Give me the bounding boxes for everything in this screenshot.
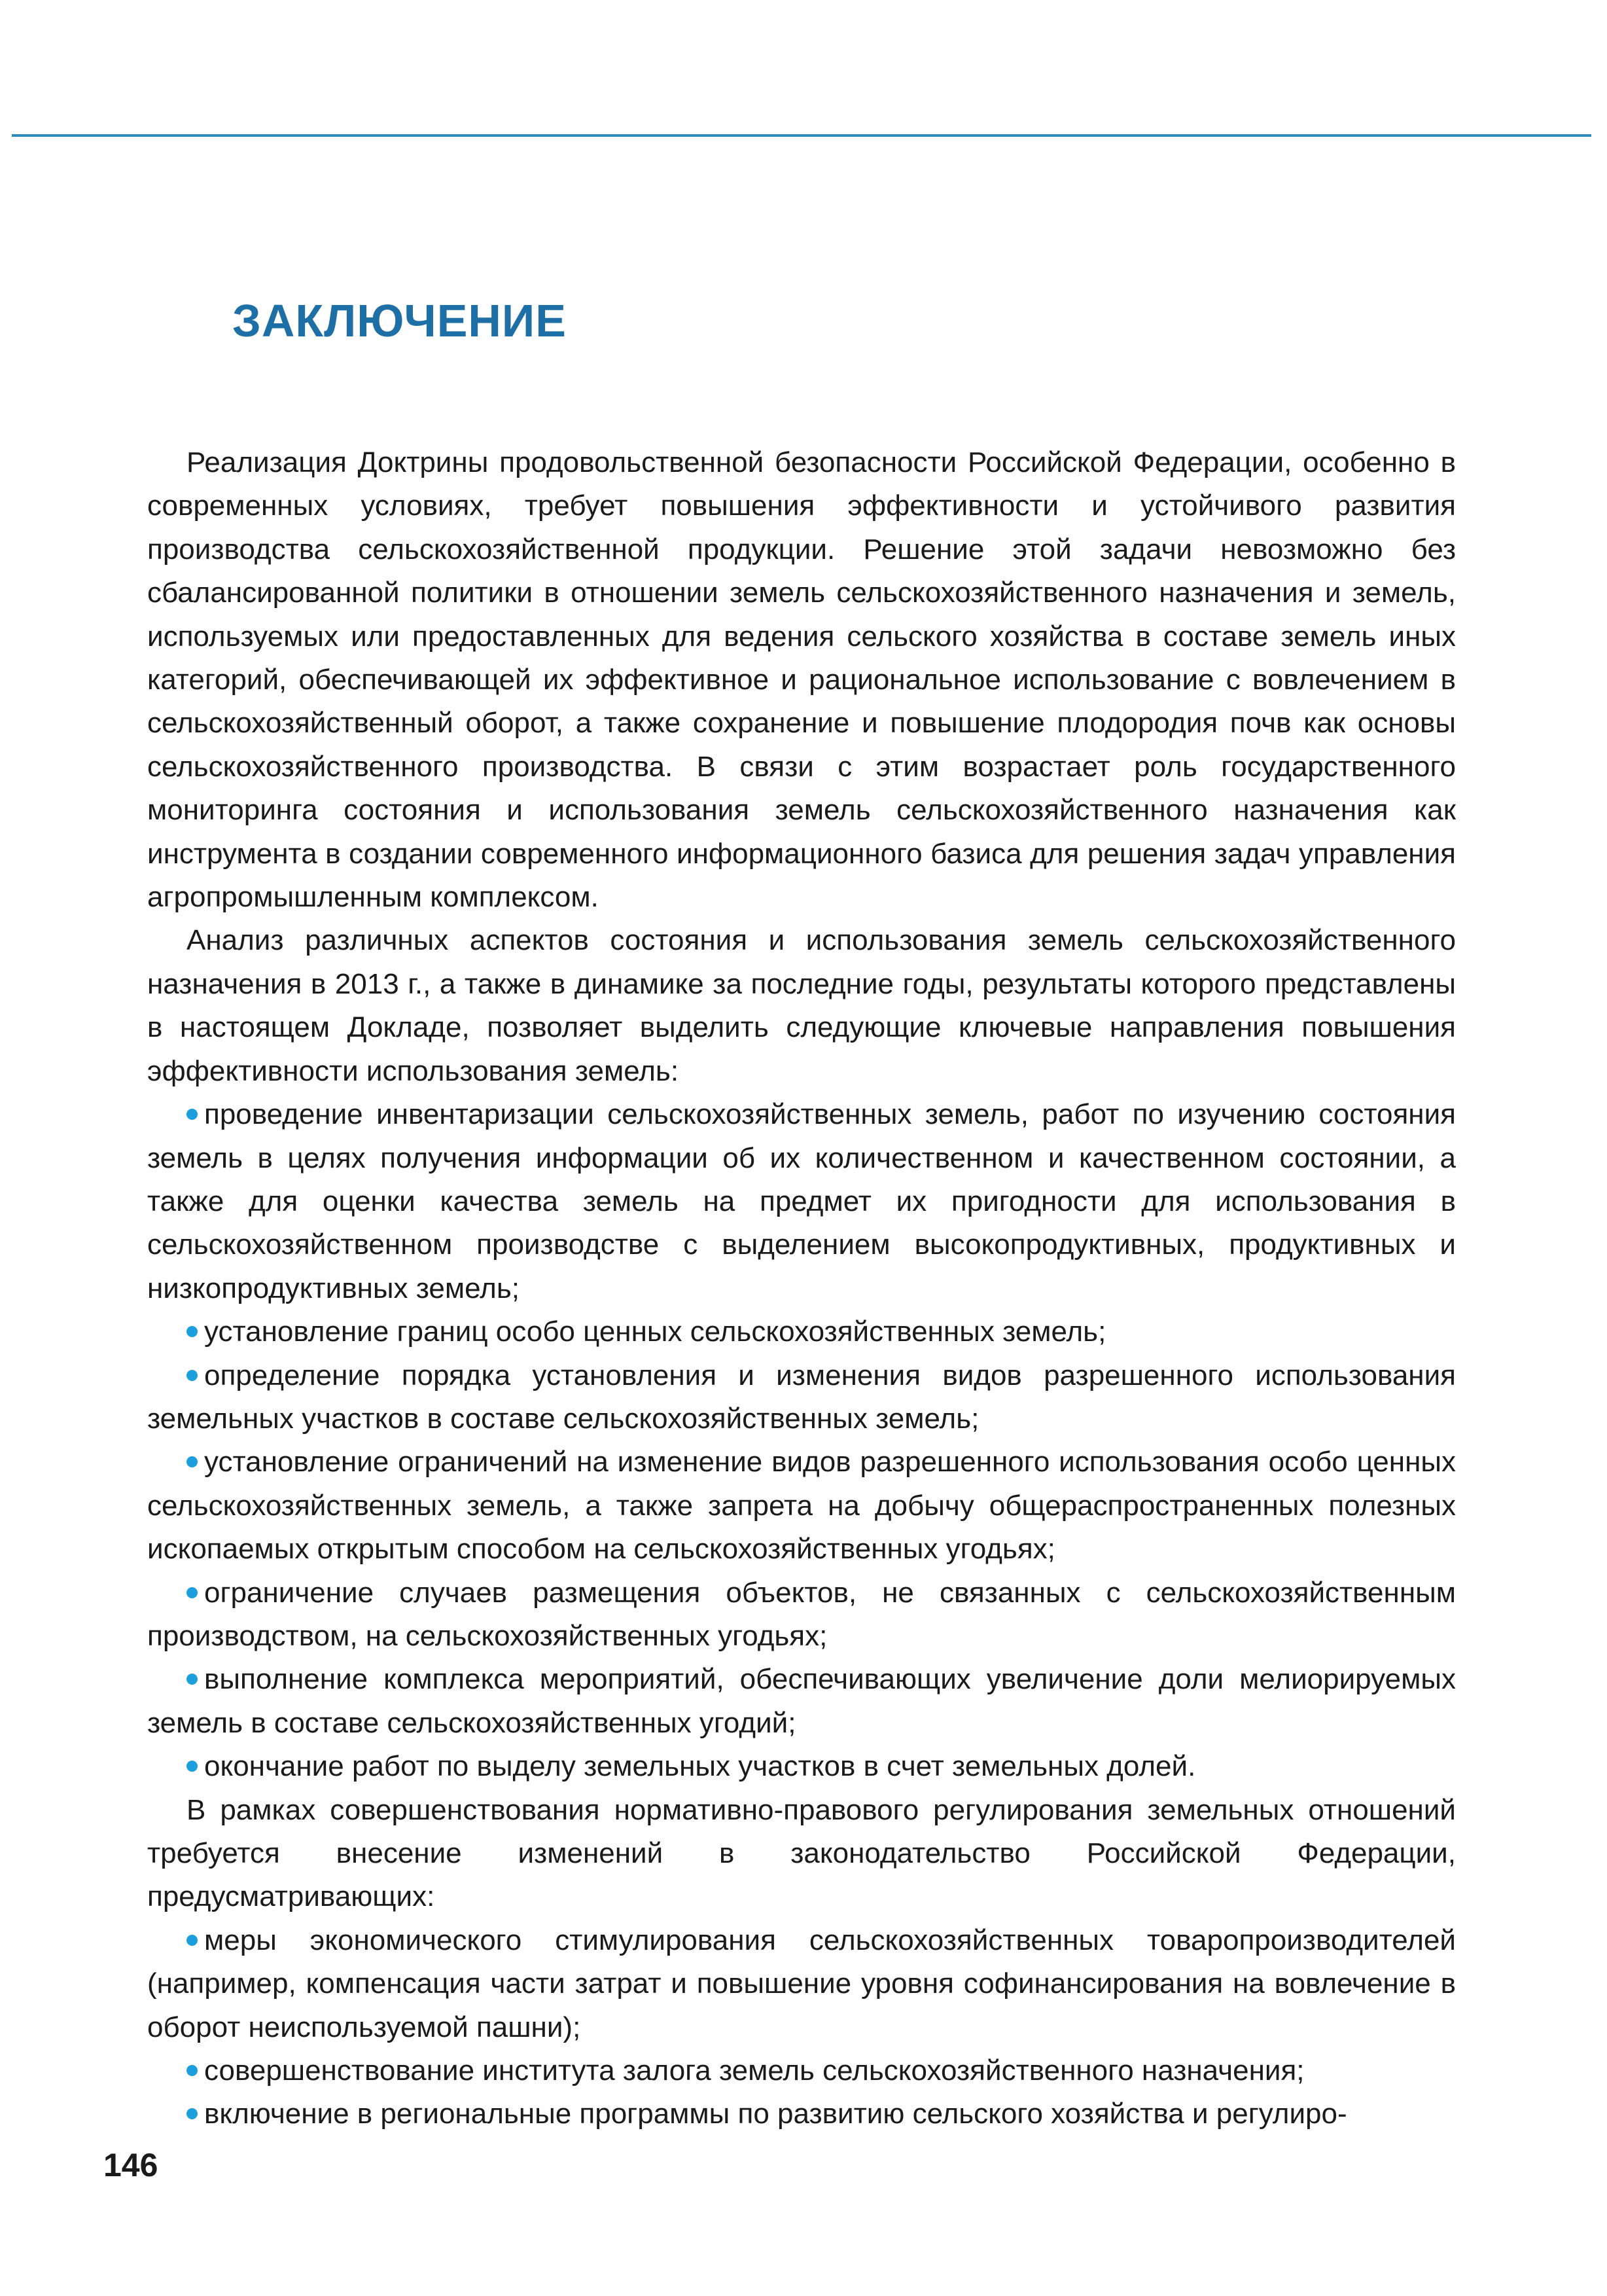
paragraph-intro: Реализация Доктрины продовольственной безопасности Российской Федерации, особенно в современных условиях, требует повышения эффективности и устойчивого развития производства сельскохозяйственной продукции. Решение этой задачи невозможно без сбалансированной политики в отношении земель сельскохозяйственного назначения и земель, используемых или предоставленных для ведения сельского хозяйства в составе земель иных категорий, обеспечивающей их эффективное и рациональное использование с вовлечением в сельскохозяйственный оборот, а также сохранение и повышение плодородия почв как основы сельскохозяйственного производства. В связи с этим возрастает роль государственного мониторинга состояния и использования земель сельскохозяйственного назначения как инструмента в создании современного информационного базиса для решения задач управления агропромышленным комплексом. <box>147 446 1456 914</box>
bullet-icon <box>186 1326 198 1337</box>
list-item-text: ограничение случаев размещения объектов, не связанных с сельскохозяйственным производством, на сельскохозяйственных угодьях; <box>147 1576 1456 1652</box>
list-item <box>147 1441 1456 1571</box>
bullet-icon <box>186 1370 198 1381</box>
bullet-icon <box>186 1935 198 1946</box>
bullet-icon <box>186 1109 198 1120</box>
list-item <box>147 2092 1456 2136</box>
list-item-text: установление границ особо ценных сельскохозяйственных земель; <box>204 1316 1106 1348</box>
list-item <box>147 1310 1456 1354</box>
top-divider-line <box>12 134 1591 137</box>
list-item-text: проведение инвентаризации сельскохозяйственных земель, работ по изучению состояния земель в целях получения информации об их количественном и качественном состоянии, а также для оценки качества земель на предмет их пригодности для использования в сельскохозяйственном производстве с выделением высокопродуктивных, продуктивных и низкопродуктивных земель; <box>147 1098 1456 1304</box>
list-item-text: меры экономического стимулирования сельскохозяйственных товаропроизводителей (например, компенсация части затрат и повышение уровня софинансирования на вовлечение в оборот неиспользуемой пашни); <box>147 1924 1456 2043</box>
list-item <box>147 1571 1456 1659</box>
bullet-icon <box>186 1674 198 1685</box>
list-item <box>147 1658 1456 1745</box>
paragraph-analysis: Анализ различных аспектов состояния и использования земель сельскохозяйственного назначения в 2013 г., а также в динамике за последние годы, результаты которого представлены в настоящем Докладе, позволяет выделить следующие ключевые направления повышения эффективности использования земель: <box>147 924 1456 1087</box>
bullet-icon <box>186 1456 198 1467</box>
list-item <box>147 1745 1456 1788</box>
list-item <box>147 1919 1456 2049</box>
list-item <box>147 1354 1456 1441</box>
paragraph-legislation: В рамках совершенствования нормативно-правового регулирования земельных отношений требуется внесение изменений в законодательство Российской Федерации, предусматривающих: <box>147 1793 1456 1913</box>
list-item-text: установление ограничений на изменение видов разрешенного использования особо ценных сельскохозяйственных земель, а также запрета на добычу общераспространенных полезных ископаемых открытым способом на сельскохозяйственных угодьях; <box>147 1446 1456 1566</box>
list-item-text: определение порядка установления и изменения видов разрешенного использования земельных участков в составе сельскохозяйственных земель; <box>147 1359 1456 1435</box>
list-item <box>147 2049 1456 2092</box>
bullet-icon <box>186 2065 198 2076</box>
list-item <box>147 1093 1456 1310</box>
page-title: ЗАКЛЮЧЕНИЕ <box>232 295 567 346</box>
page-number: 146 <box>103 2147 158 2183</box>
list-item-text: включение в региональные программы по развитию сельского хозяйства и регулиро- <box>204 2098 1347 2130</box>
bullet-icon <box>186 2108 198 2119</box>
bullet-icon <box>186 1761 198 1772</box>
list-item-text: окончание работ по выделу земельных участков в счет земельных долей. <box>204 1750 1196 1783</box>
bullet-icon <box>186 1587 198 1598</box>
list-item-text: совершенствование института залога земель сельскохозяйственного назначения; <box>204 2054 1305 2087</box>
list-item-text: выполнение комплекса мероприятий, обеспечивающих увеличение доли мелиорируемых земель в составе сельскохозяйственных угодий; <box>147 1663 1456 1739</box>
body-text <box>147 441 1456 2136</box>
